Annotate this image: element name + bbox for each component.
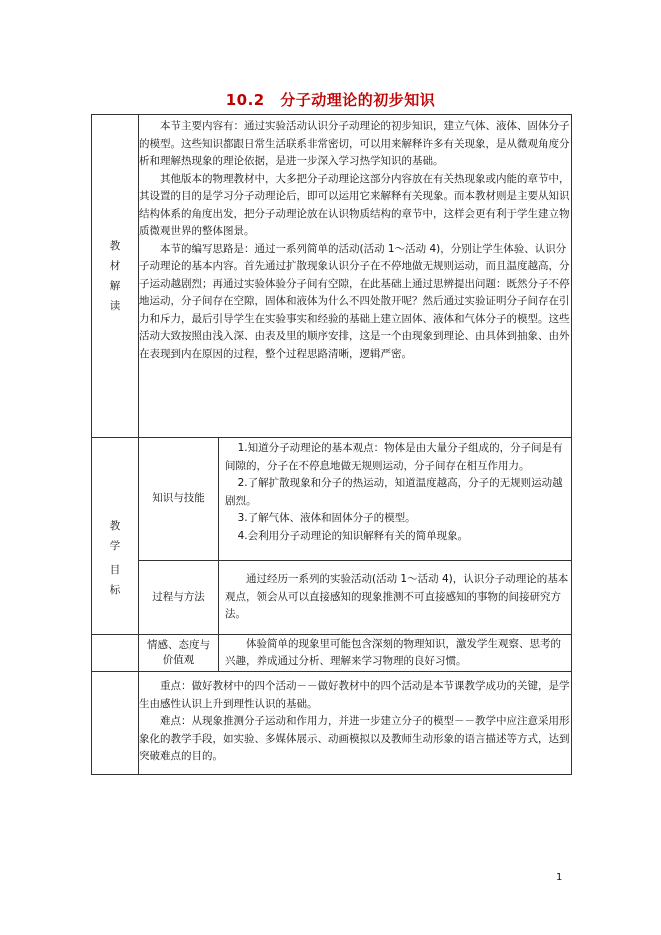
goal-item: 2.了解扩散现象和分子的热运动，知道温度越高，分子的无规则运动越剧烈。 [225,477,563,507]
label-char: 教 [109,240,121,252]
goal-content-process [219,560,572,635]
label-char: 目 [109,564,121,576]
goals-label-empty [92,635,139,672]
textbook-label [92,115,139,438]
goal-label-line: 情感、态度与 [147,639,210,651]
goals-label-bottom [92,560,139,635]
goal-row-process [92,560,572,635]
page-number: 1 [556,872,563,883]
goal-item: 通过经历一系列的实验活动(活动 1～活动 4)，认识分子动理论的基本观点，领会从可以直接感知的现象推测不可直接感知的事物的间接研究方法。 [225,573,569,620]
textbook-paragraph: 其他版本的物理教材中，大多把分子动理论这部分内容放在有关热现象或内能的章节中，其设置的目的是学习分子动理论后，即可以运用它来解释有关现象。而本教材则是主要从知识结构体系的角度出发，把分子动理论放在认识物质结构的章节中，这样会更有利于学生建立物质微观世界的整体图景。 [139,172,570,237]
key-paragraph: 重点：做好教材中的四个活动－－做好教材中的四个活动是本节课教学成功的关键，是学生由感性认识上升到理性认识的基础。 [139,680,570,710]
label-char: 读 [109,300,121,312]
page-title: 10.2 分子动理论的初步知识 [225,91,436,109]
goal-content-attitude [219,635,572,672]
textbook-row [92,115,572,438]
label-char: 解 [109,280,121,292]
goal-row-attitude [92,635,572,672]
goal-row-knowledge [92,438,572,561]
goals-label-top [92,438,139,561]
lesson-table [91,114,572,775]
label-char: 材 [109,260,121,272]
goal-label-knowledge: 知识与技能 [139,438,219,561]
goal-item: 体验简单的现象里可能包含深刻的物理知识，激发学生观察、思考的兴趣，养成通过分析、理解来学习物理的良好习惯。 [225,637,561,667]
textbook-content [139,115,572,438]
textbook-paragraph: 本节的编写思路是：通过一系列简单的活动(活动 1～活动 4)，分别让学生体验、认识分子动理论的基本内容。首先通过扩散现象认识分子在不停地做无规则运动，而且温度越高，分子运动越剧烈；再通过实验体验分子间有空隙，在此基础上通过思辨提出问题：既然分子不停地运动，分子间存在空隙，固体和液体为什么不四处散开呢？然后通过实验证明分子间存在引力和斥力，最后引导学生在实验事实和经验的基础上建立固体、液体和气体分子的模型。这些活动大致按照由浅入深、由表及里的顺序安排，这是一个由现象到理论、由具体到抽象、由外在表现到内在原因的过程，整个过程思路清晰，逻辑严密。 [139,242,570,360]
goal-item: 1.知道分子动理论的基本观点：物体是由大量分子组成的，分子间是有间隙的，分子在不停息地做无规则运动，分子间存在相互作用力。 [225,442,563,472]
goal-content-knowledge [219,438,572,561]
key-paragraph: 难点：从现象推测分子运动和作用力，并进一步建立分子的模型－－教学中应注意采用形象化的教学手段，如实验、多媒体展示、动画模拟以及教师生动形象的语言描述等方式，达到突破难点的目的。 [139,715,570,762]
label-char: 标 [109,584,121,596]
label-char: 教 [109,520,121,532]
goal-label-attitude [139,635,219,672]
goal-label-line: 价值观 [162,654,195,666]
key-label-empty [92,672,139,775]
goal-label-process: 过程与方法 [139,560,219,635]
goal-item: 3.了解气体、液体和固体分子的模型。 [237,512,416,524]
key-content [139,672,572,775]
textbook-paragraph: 本节主要内容有：通过实验活动认识分子动理论的初步知识，建立气体、液体、固体分子的模型。这些知识都跟日常生活联系非常密切，可以用来解释许多有关现象，是从微观角度分析和理解热现象的理论依据，是进一步深入学习热学知识的基础。 [139,120,570,167]
goal-item: 4.会利用分子动理论的知识解释有关的简单现象。 [237,529,469,542]
key-row [92,672,572,775]
label-char: 学 [109,540,121,552]
